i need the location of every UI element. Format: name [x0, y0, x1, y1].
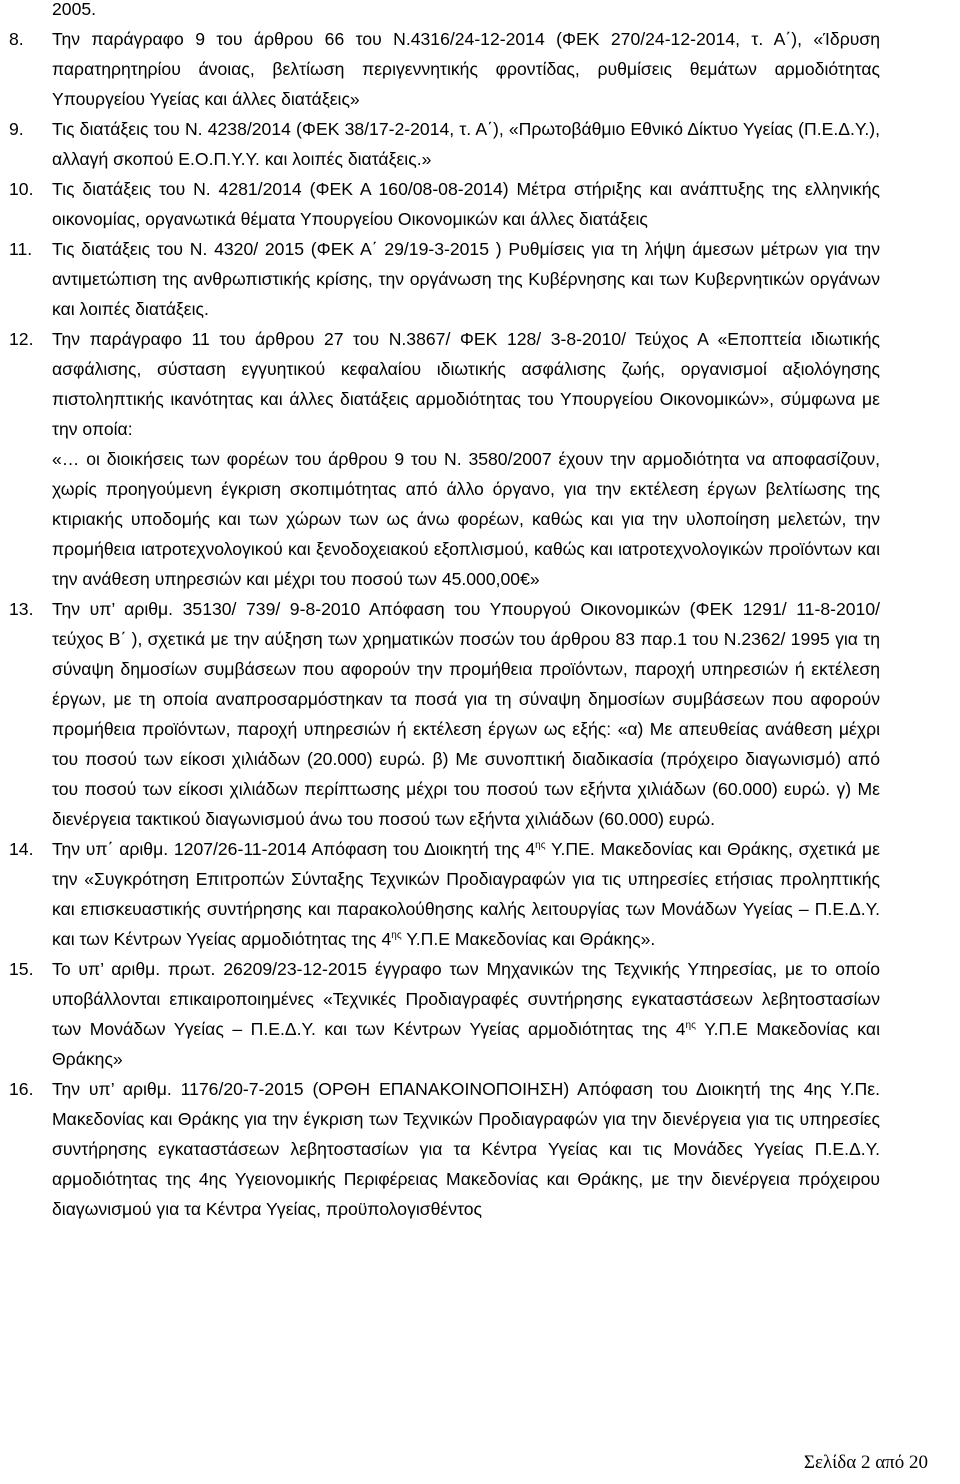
list-item-text: [52, 954, 880, 1074]
list-item: [0, 114, 960, 174]
list-item-text: [52, 114, 880, 174]
page-number: Σελίδα 2 από 20: [803, 1452, 928, 1473]
list-item-number: 9.: [9, 119, 24, 139]
list-item: [0, 324, 960, 594]
text-run: Την παράγραφο 11 του άρθρου 27 του Ν.3867/ ΦΕΚ 128/ 3-8-2010/ Τεύχος Α «Εποπτεία ιδιωτικής ασφάλισης, σύσταση εγγυητικού κεφαλαίου ιδιωτικής ασφάλισης ζωής, οργανισμοί αξιολόγησης πιστοληπτικής ικανότητας και άλλες διατάξεις αρμοδιότητας του Υπουργείου Οικονομικών», σύμφωνα με την οποία:: [52, 329, 880, 439]
list-item-text: [52, 834, 880, 954]
quoted-provision: «… οι διοικήσεις των φορέων του άρθρου 9 του Ν. 3580/2007 έχουν την αρμοδιότητα να αποφασίζουν, χωρίς προηγούμενη έγκριση σκοπιμότητας από άλλο όργανο, για την εκτέλεση έργων βελτίωσης της κτιριακής υποδομής και των χώρων των ως άνω φορέων, καθώς και για την υλοποίηση μελετών, την προμήθεια ιατροτεχνολογικού και ξενοδοχειακού εξοπλισμού, καθώς και ιατροτεχνολογικών προϊόντων και την ανάθεση υπηρεσιών και μέχρι του ποσού των 45.000,00€»: [52, 449, 880, 589]
list-item: [0, 954, 960, 1074]
list-item: [0, 834, 960, 954]
text-run: Την υπ’ αριθμ. 1176/20-7-2015 (ΟΡΘΗ ΕΠΑΝΑΚΟΙΝΟΠΟΙΗΣΗ) Απόφαση του Διοικητή της 4ης Υ.Πε. Μακεδονίας και Θράκης για την έγκριση των Τεχνικών Προδιαγραφών για την διενέργεια για τις υπηρεσίες συντήρησης εγκαταστάσεων λεβητοστασίων για τα Κέντρα Υγείας και τις Μονάδες Υγείας Π.Ε.Δ.Υ. αρμοδιότητας της 4ης Υγειονομικής Περιφέρειας Μακεδονίας και Θράκης, με την διενέργεια πρόχειρου διαγωνισμού για τα Κέντρα Υγείας, προϋπολογισθέντος: [52, 1079, 880, 1219]
list-item-number: 8.: [9, 29, 24, 49]
list-item-number: 16.: [9, 1079, 34, 1099]
continuation-line: 2005.: [52, 0, 97, 19]
list-item-text: [52, 324, 880, 444]
list-item-text: [52, 594, 880, 834]
text-run: Τις διατάξεις του Ν. 4281/2014 (ΦΕΚ Α 160/08-08-2014) Μέτρα στήριξης και ανάπτυξης της ελληνικής οικονομίας, οργανωτικά θέματα Υπουργείου Οικονομικών και άλλες διατάξεις: [52, 179, 880, 229]
text-run: Το υπ’ αριθμ. πρωτ. 26209/23-12-2015 έγγραφο των Μηχανικών της Τεχνικής Υπηρεσίας, με το οποίο υποβάλλονται επικαιροποιημένες «Τεχνικές Προδιαγραφές συντήρησης εγκαταστάσεων λεβητοστασίων των Μονάδων Υγείας – Π.Ε.Δ.Υ. και των Κέντρων Υγείας αρμοδιότητας της 4: [52, 959, 880, 1039]
numbered-list: [0, 24, 960, 1224]
list-item-text: [52, 174, 880, 234]
text-run: Υ.Π.Ε Μακεδονίας και Θράκης».: [401, 929, 656, 949]
list-item-number: 12.: [9, 329, 34, 349]
text-run: Την υπ’ αριθμ. 35130/ 739/ 9-8-2010 Απόφαση του Υπουργού Οικονομικών (ΦΕΚ 1291/ 11-8-2010/ τεύχος Β΄ ), σχετικά με την αύξηση των χρηματικών ποσών του άρθρου 83 παρ.1 του Ν.2362/ 1995 για τη σύναψη δημοσίων συμβάσεων που αφορούν την προμήθεια προϊόντων, παροχή υπηρεσιών ή εκτέλεση έργων, με τη οποία αναπροσαρμόστηκαν τα ποσά για τη σύναψη δημοσίων συμβάσεων που αφορούν προμήθεια προϊόντων, παροχή υπηρεσιών ή εκτέλεση έργων ως εξής: «α) Με απευθείας ανάθεση μέχρι του ποσού των είκοσι χιλιάδων (20.000) ευρώ. β) Με συνοπτική διαδικασία (πρόχειρο διαγωνισμό) από του ποσού των είκοσι χιλιάδων περίπτωσης μέχρι του ποσού των εξήντα χιλιάδων (60.000) ευρώ. γ) Με διενέργεια τακτικού διαγωνισμού άνω του ποσού των εξήντα χιλιάδων (60.000) ευρώ.: [52, 599, 880, 829]
ordinal-superscript: ης: [535, 840, 546, 851]
text-run: Υ.Π.Ε Μακεδονίας και Θράκης»: [52, 1019, 880, 1069]
list-item-text: [52, 234, 880, 324]
list-item: [0, 594, 960, 834]
list-item-number: 15.: [9, 959, 34, 979]
text-run: Υ.ΠΕ. Μακεδονίας και Θράκης, σχετικά με την «Συγκρότηση Επιτροπών Σύνταξης Τεχνικών Προδιαγραφών για τις υπηρεσίες ετήσιας προληπτικής και επισκευαστικής συντήρησης και παρακολούθησης καλής λειτουργίας των Μονάδων Υγείας – Π.Ε.Δ.Υ. και των Κέντρων Υγείας αρμοδιότητας της 4: [52, 839, 880, 949]
ordinal-superscript: ης: [685, 1020, 696, 1031]
list-item: [0, 1074, 960, 1224]
text-run: Τις διατάξεις του Ν. 4238/2014 (ΦΕΚ 38/17-2-2014, τ. Α΄), «Πρωτοβάθμιο Εθνικό Δίκτυο Υγείας (Π.Ε.Δ.Υ.), αλλαγή σκοπού Ε.Ο.Π.Υ.Υ. και λοιπές διατάξεις.»: [52, 119, 880, 169]
list-item-text: [52, 24, 880, 114]
list-item-number: 11.: [9, 239, 33, 259]
list-item: [0, 24, 960, 114]
list-item-text: [52, 1074, 880, 1224]
list-item-number: 10.: [9, 179, 34, 199]
list-item: [0, 174, 960, 234]
list-item-number: 14.: [9, 839, 34, 859]
text-run: Την παράγραφο 9 του άρθρου 66 του Ν.4316/24-12-2014 (ΦΕΚ 270/24-12-2014, τ. Α΄), «Ίδρυση παρατηρητηρίου άνοιας, βελτίωση περιγεννητικής φροντίδας, ρυθμίσεις θεμάτων αρμοδιότητας Υπουργείου Υγείας και άλλες διατάξεις»: [52, 29, 880, 109]
text-run: Την υπ΄ αριθμ. 1207/26-11-2014 Απόφαση του Διοικητή της 4: [52, 839, 536, 859]
list-item-number: 13.: [9, 599, 34, 619]
text-run: Τις διατάξεις του Ν. 4320/ 2015 (ΦΕΚ Α΄ 29/19-3-2015 ) Ρυθμίσεις για τη λήψη άμεσων μέτρων για την αντιμετώπιση της ανθρωπιστικής κρίσης, την οργάνωση της Κυβέρνησης και των Κυβερνητικών οργάνων και λοιπές διατάξεις.: [52, 239, 880, 319]
ordinal-superscript: ης: [391, 930, 402, 941]
list-item: [0, 234, 960, 324]
